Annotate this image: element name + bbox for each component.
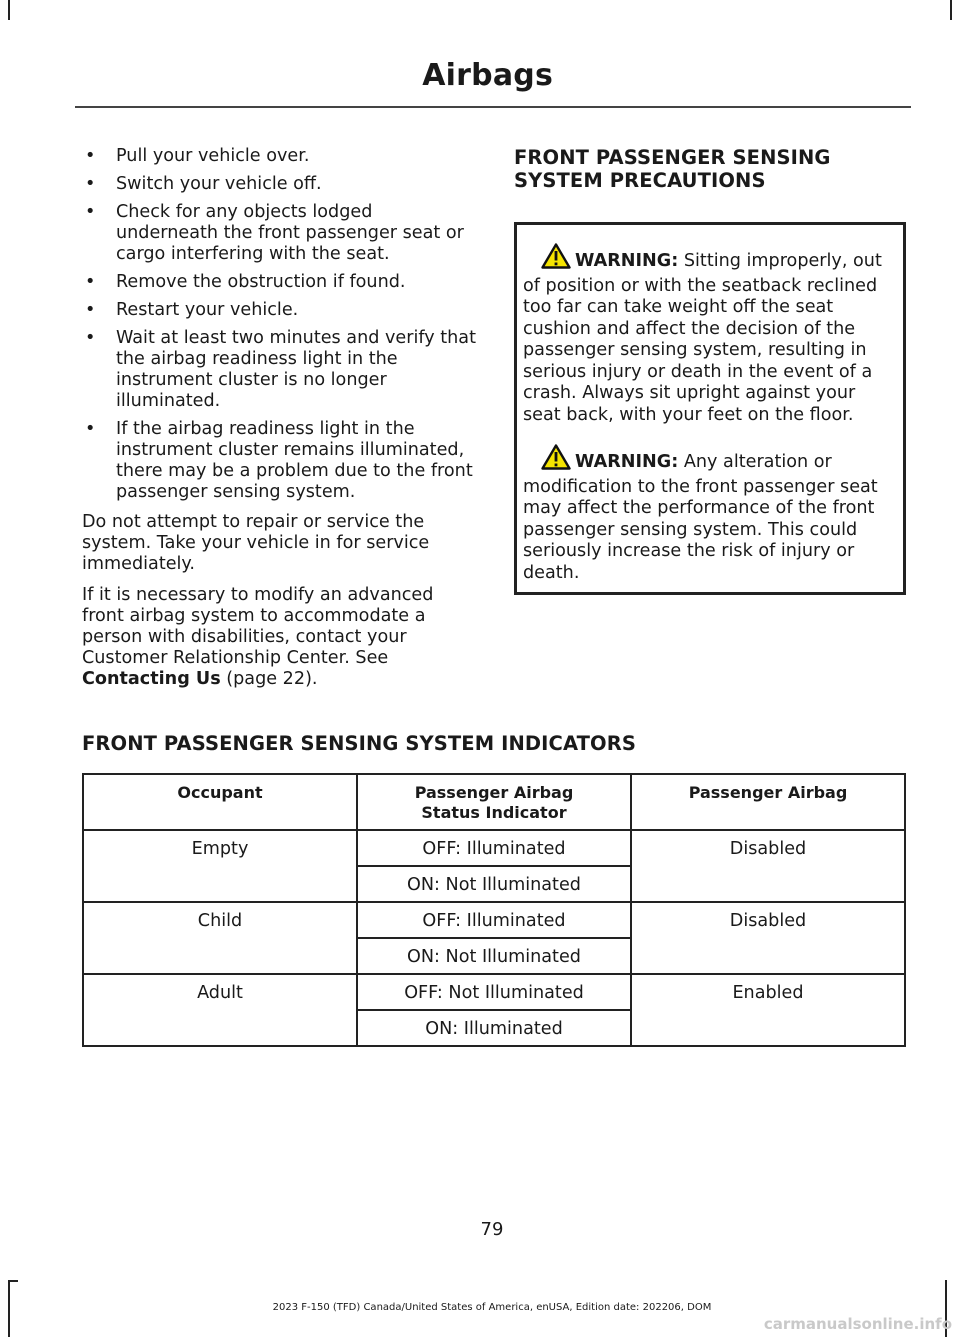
column-header-passenger-airbag: Passenger Airbag — [631, 774, 905, 830]
warning-paragraph — [523, 444, 897, 584]
airbag-cell: Disabled — [631, 902, 905, 974]
page-title: Airbags — [422, 58, 553, 93]
table-row — [83, 830, 905, 866]
status-on-cell: ON: Illuminated — [357, 1010, 631, 1046]
header-divider — [75, 106, 911, 108]
occupant-cell: Child — [83, 902, 357, 974]
occupant-cell: Adult — [83, 974, 357, 1046]
table-row — [83, 902, 905, 938]
airbag-cell: Enabled — [631, 974, 905, 1046]
warning-triangle-icon — [541, 444, 571, 477]
column-header-occupant: Occupant — [83, 774, 357, 830]
edition-line: 2023 F-150 (TFD) Canada/United States of America, enUSA, Edition date: 202206, DOM — [272, 1302, 712, 1313]
warning-label: WARNING: — [575, 251, 679, 271]
warning-text: Sitting improperly, out of position or with the seatback reclined too far can take weight off the seat cushion and affect the decision of the passenger sensing system, resulting in serious injury or death in the event of a crash. Always sit upright against your seat back, with your feet on the floor. — [523, 251, 882, 425]
list-item: • Pull your vehicle over. — [82, 146, 477, 167]
list-item: • Restart your vehicle. — [82, 300, 477, 321]
right-column — [514, 146, 906, 595]
airbag-cell: Disabled — [631, 830, 905, 902]
status-off-cell: OFF: Illuminated — [357, 830, 631, 866]
left-column — [82, 146, 477, 690]
instruction-list — [82, 146, 477, 503]
occupant-cell: Empty — [83, 830, 357, 902]
contacting-us-link[interactable]: Contacting Us — [82, 669, 221, 689]
page-number: 79 — [480, 1219, 504, 1240]
list-item: • Switch your vehicle off. — [82, 174, 477, 195]
warning-box — [514, 222, 906, 595]
indicators-heading: FRONT PASSENGER SENSING SYSTEM INDICATORS — [82, 732, 636, 755]
warning-text: Any alteration or modification to the front passenger seat may affect the performance of the front passenger sensing system. This could seriously increase the risk of injury or death. — [523, 452, 878, 583]
list-item: • Check for any objects lodged underneath the front passenger seat or cargo interfering with the seat. — [82, 202, 477, 265]
crop-mark — [950, 0, 952, 20]
precautions-heading: FRONT PASSENGER SENSING SYSTEM PRECAUTIONS — [514, 146, 831, 192]
status-off-cell: OFF: Not Illuminated — [357, 974, 631, 1010]
column-header-status-indicator: Passenger Airbag Status Indicator — [357, 774, 631, 830]
crop-mark — [8, 0, 10, 20]
table-header-row — [83, 774, 905, 830]
list-item: • Wait at least two minutes and verify that the airbag readiness light in the instrument cluster is no longer illuminated. — [82, 328, 477, 412]
status-on-cell: ON: Not Illuminated — [357, 938, 631, 974]
disabilities-paragraph — [82, 585, 477, 690]
warning-triangle-icon — [541, 243, 571, 276]
list-item: • If the airbag readiness light in the instrument cluster remains illuminated, there may be a problem due to the front passenger sensing system. — [82, 419, 477, 503]
status-on-cell: ON: Not Illuminated — [357, 866, 631, 902]
warning-label: WARNING: — [575, 452, 679, 472]
table-row — [83, 974, 905, 1010]
crop-mark — [8, 1280, 18, 1282]
list-item: • Remove the obstruction if found. — [82, 272, 477, 293]
disabilities-text: If it is necessary to modify an advanced front airbag system to accommodate a person with disabilities, contact your Customer Relationship Center. See — [82, 585, 434, 668]
warning-paragraph — [523, 243, 897, 426]
watermark: carmanualsonline.info — [763, 1315, 952, 1333]
page-reference: (page 22). — [220, 669, 318, 689]
service-paragraph: Do not attempt to repair or service the system. Take your vehicle in for service immediately. — [82, 512, 430, 574]
indicators-table — [82, 773, 906, 1047]
status-off-cell: OFF: Illuminated — [357, 902, 631, 938]
